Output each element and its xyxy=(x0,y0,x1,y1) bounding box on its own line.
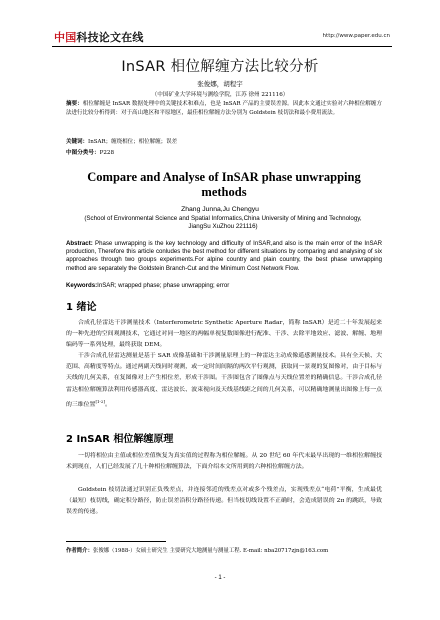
section-2-paragraph-2: Goldstein 枝切法通过识别正负残差点，并连接邻近的残差点对或多个残差点，实现残差点“电荷”平衡，生成最优（最短）枝切线，确定积分路径，防止误差沿积分路径传递。但当枝切线设置不正确时，会造成错误的 2π 的跳跃，导致误差的传递。 xyxy=(66,487,382,516)
en-abstract-label: Abstract: xyxy=(66,240,93,247)
cn-abstract-text: 相位解缠是 InSAR 数据处理中的关键技术和难点，也是 InSAR 产品的主要误差源。因此本文通过实验对六种相位解缠方法进行比较分析得到：对于高山地区和平原地区，最佳相位解缠方法分别为 Goldstein 枝切法和最小费用流法。 xyxy=(66,101,382,116)
footnote-label: 作者简介： xyxy=(66,548,93,554)
en-keywords xyxy=(66,282,382,289)
cn-authors: 张俊娜，胡程宇 xyxy=(197,80,243,88)
logo-red-text: 中国 xyxy=(54,31,77,44)
footnote-text: 张俊娜（1988-）女硕士研究生 主要研究大地测量与测量工程. E-mail: nba20717zjn@163.com xyxy=(92,548,329,554)
page-header xyxy=(52,32,392,47)
cn-class-text: P228 xyxy=(99,150,115,156)
section-1-heading: 1 绪论 xyxy=(66,302,97,313)
journal-logo xyxy=(54,32,144,44)
cn-class-label: 中图分类号： xyxy=(66,150,100,156)
author-footnote xyxy=(66,546,382,554)
cn-affiliation: （中国矿业大学环境与测绘学院，江苏 徐州 221116） xyxy=(151,92,289,98)
en-affiliation: (School of Environmental Science and Spatial Informatics,China University of Mining and Technology, JiangSu XuZhou 221116) xyxy=(84,215,362,231)
footnote-rule xyxy=(66,541,166,542)
cn-title: InSAR 相位解缠方法比较分析 xyxy=(121,59,319,75)
en-abstract xyxy=(66,240,382,273)
cn-abstract xyxy=(66,100,382,118)
section-1-paragraph-1: 合成孔径雷达干涉测量技术（Interferometric Synthetic Aperture Radar，简称 InSAR）是近二十年发展起来的一种先进的空间观测技术，它通过对同一地区的两幅单视复数图像进行配准、干涉、去除平地效应、滤波、解缠、地理编码等一系列处理，最终获取 DEM。 xyxy=(66,320,382,349)
section-1-paragraph-2-end: 。 xyxy=(105,401,111,408)
en-keywords-label: Keywords: xyxy=(66,282,98,289)
section-1-paragraph-2-text: 干涉合成孔径雷达测量是基于 SAR 成像基础和干涉测量原理上的一种雷达主动成像遥感测量技术。具有全天候、大范围、高精度等特点。通过两副天线同时观测，或一定时间间隔的两次平行观测，获取同一景观的复图像对，由于目标与天线的几何关系，在复图像对上产生相位差，形成干涉图。干涉图包含了图像点与天线位置差的精确信息。干涉合成孔径雷达相位解缠算法利用传感器高度、雷达波长、波束视向及天线基线距之间的几何关系，可以精确地测量出图像上每一点的三维位置 xyxy=(66,353,382,408)
header-url[interactable]: http://www.paper.edu.cn xyxy=(322,33,390,39)
en-title: Compare and Analyse of InSAR phase unwrapping methods xyxy=(87,170,361,199)
en-keywords-text: InSAR; wrapped phase; phase unwrapping; error xyxy=(97,282,230,289)
cn-keywords-text: InSAR；缠绕相位；相位解缠；误差 xyxy=(88,139,178,145)
section-2-paragraph-1: 一切将相位由主值或相位差值恢复为真实值的过程称为相位解缠。从 20 世纪 60 年代末最早出现的一维相位解缠技术到现在，人们已经发展了几十种相位解缠算法，下面介绍本文所用到的六种相位解缠方法。 xyxy=(66,453,382,471)
en-authors: Zhang Junna,Ju Chengyu xyxy=(181,206,259,213)
section-1-paragraph-2 xyxy=(66,351,382,411)
en-abstract-text: Phase unwrapping is the key technology and difficulty of InSAR,and also is the main error of the InSAR production, Therefore this article conludes the best method for different situations by comparing and analysing of six approaches through two groups experiments.For alpine country and plain country, the best phase unwrapping method are separately the Goldstein Branch-Cut and the Minimum Cost Network Flow. xyxy=(66,240,382,272)
cn-classification xyxy=(66,148,382,156)
page-number: - 1 - xyxy=(214,575,226,581)
cn-keywords xyxy=(66,137,382,145)
logo-black-text: 科技论文在线 xyxy=(76,31,144,44)
citation-1-2[interactable]: [1-2] xyxy=(95,398,106,404)
section-2-heading: 2 InSAR 相位解缠原理 xyxy=(66,434,174,445)
cn-abstract-label: 摘要： xyxy=(66,101,83,107)
cn-keywords-label: 关键词： xyxy=(66,139,89,145)
